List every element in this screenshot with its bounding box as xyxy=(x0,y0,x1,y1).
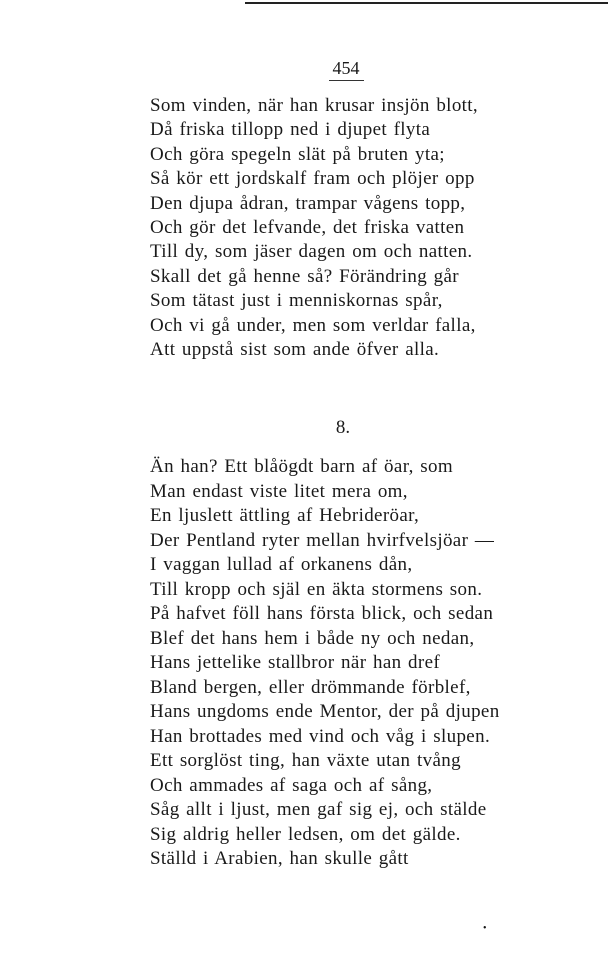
verse-line: Bland bergen, eller drömmande förblef, xyxy=(150,676,471,698)
verse-line: Man endast viste litet mera om, xyxy=(150,480,408,502)
verse-line: En ljuslett ättling af Hebrideröar, xyxy=(150,505,420,526)
verse-line: Som vinden, när han krusar insjön blott, xyxy=(150,95,479,116)
verse-line: Som tätast just i menniskornas spår, xyxy=(150,290,443,312)
verse-line: Sig aldrig heller ledsen, om det gälde. xyxy=(150,823,461,845)
verse-line: Till dy, som jäser dagen om och natten. xyxy=(150,241,473,263)
verse-line: Hans ungdoms ende Mentor, der på djupen xyxy=(150,701,500,722)
verse-line: Och ammades af saga och af sång, xyxy=(150,774,433,796)
verse-line: Såg allt i ljust, men gaf sig ej, och stälde xyxy=(150,799,487,820)
verse-line: Skall det gå henne så? Förändring går xyxy=(150,265,459,287)
stanza-2 xyxy=(150,455,500,872)
verse-line: Hans jettelike stallbror när han dref xyxy=(150,652,441,673)
top-rule xyxy=(245,2,608,4)
page-number-text: 454 xyxy=(329,57,364,81)
verse-line: Ställd i Arabien, han skulle gått xyxy=(150,848,409,869)
verse-line: På hafvet föll hans första blick, och sedan xyxy=(150,603,494,624)
verse-line: Ett sorglöst ting, han växte utan tvång xyxy=(150,750,461,771)
verse-line: Till kropp och själ en äkta stormens son. xyxy=(150,578,483,600)
verse-line: Och vi gå under, men som verldar falla, xyxy=(150,314,476,336)
verse-line: Att uppstå sist som ande öfver alla. xyxy=(150,339,440,361)
section-number xyxy=(0,416,608,440)
verse-line: Än han? Ett blåögdt barn af öar, som xyxy=(150,456,454,477)
verse-line: I vaggan lullad af orkanens dån, xyxy=(150,554,413,575)
section-number-text: 8. xyxy=(335,417,351,438)
verse-line: Och göra spegeln slät på bruten yta; xyxy=(150,143,445,165)
corner-mark: • xyxy=(483,923,487,934)
stanza-1 xyxy=(150,94,478,362)
verse-line: Så kör ett jordskalf fram och plöjer opp xyxy=(150,168,475,190)
verse-line: Då friska tillopp ned i djupet flyta xyxy=(150,119,431,141)
verse-line: Blef det hans hem i både ny och nedan, xyxy=(150,627,475,649)
page-number xyxy=(0,57,608,81)
verse-line: Den djupa ådran, trampar vågens topp, xyxy=(150,192,466,214)
verse-line: Han brottades med vind och våg i slupen. xyxy=(150,725,491,747)
verse-line: Der Pentland ryter mellan hvirfvelsjöar — xyxy=(150,529,495,551)
verse-line: Och gör det lefvande, det friska vatten xyxy=(150,217,465,239)
